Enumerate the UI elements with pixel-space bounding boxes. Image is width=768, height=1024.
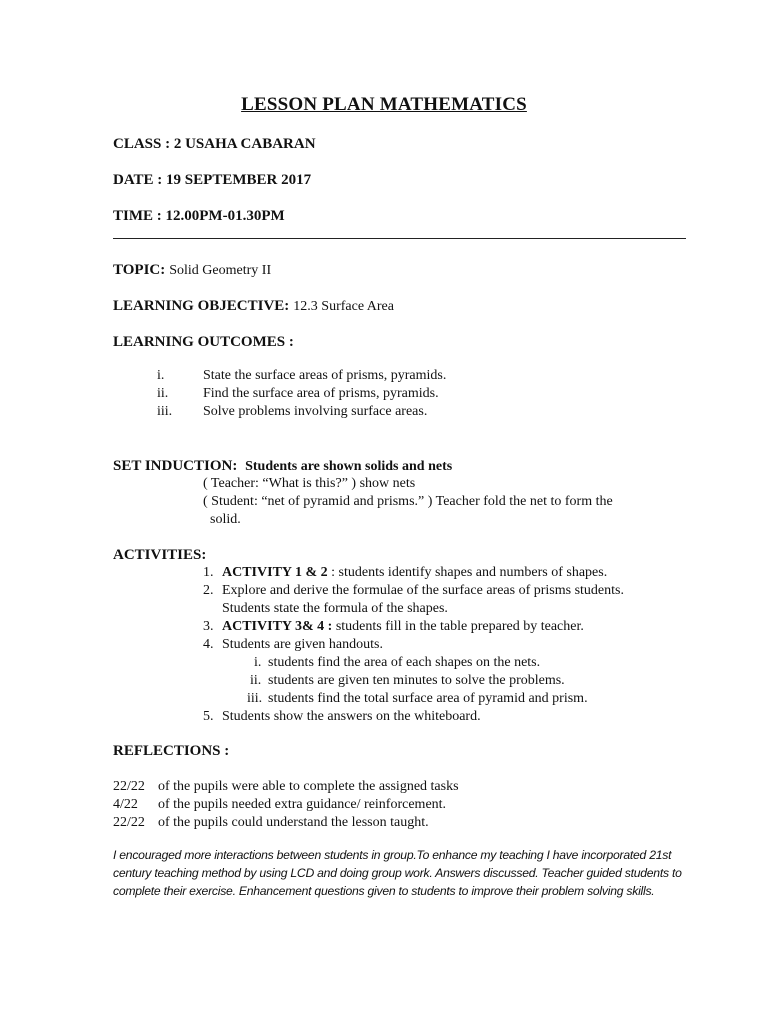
note-line: I encouraged more interactions between students in group.To enhance my teaching I have incorporated 21st	[113, 848, 672, 862]
activity-subitem: students find the total surface area of pyramid and prism.	[268, 691, 588, 706]
activity-marker: 2.	[203, 583, 214, 598]
activities-heading	[113, 547, 206, 564]
reflection-fraction: 22/22	[113, 779, 145, 794]
reflections-label: REFLECTIONS :	[113, 743, 230, 759]
outcome-item: Solve problems involving surface areas.	[203, 404, 428, 419]
activity-marker: 4.	[203, 637, 214, 652]
activity-item: Students are given handouts.	[222, 637, 383, 652]
induction-line: ( Student: “net of pyramid and prisms.” ) Teacher fold the net to form the	[203, 494, 613, 509]
activity-text: students fill in the table prepared by teacher.	[332, 619, 584, 634]
activity-item	[222, 619, 584, 635]
outcome-marker: i.	[157, 368, 165, 383]
activity-item: Students state the formula of the shapes.	[222, 601, 448, 616]
class-field: CLASS : 2 USAHA CABARAN	[113, 136, 316, 152]
horizontal-divider	[113, 238, 686, 239]
time-field: TIME : 12.00PM-01.30PM	[113, 208, 285, 224]
activity-text: : students identify shapes and numbers of shapes.	[327, 565, 608, 580]
outcome-item: Find the surface area of prisms, pyramids.	[203, 386, 439, 401]
outcome-marker: iii.	[157, 404, 173, 419]
subitem-marker: ii.	[250, 673, 262, 688]
outcomes-heading	[113, 334, 294, 351]
subitem-marker: i.	[254, 655, 262, 670]
objective-value: 12.3 Surface Area	[293, 299, 394, 314]
reflection-text: of the pupils were able to complete the assigned tasks	[158, 779, 459, 794]
outcomes-label: LEARNING OUTCOMES :	[113, 334, 294, 350]
date-field: DATE : 19 SEPTEMBER 2017	[113, 172, 312, 188]
subitem-marker: iii.	[247, 691, 263, 706]
set-induction-heading	[113, 458, 452, 475]
reflection-fraction: 22/22	[113, 815, 145, 830]
objective-label: LEARNING OBJECTIVE:	[113, 298, 290, 314]
reflection-text: of the pupils needed extra guidance/ reinforcement.	[158, 797, 447, 812]
outcome-item: State the surface areas of prisms, pyramids.	[203, 368, 447, 383]
activity-strong: ACTIVITY 3& 4 :	[222, 619, 333, 634]
induction-line: solid.	[210, 512, 241, 527]
outcome-marker: ii.	[157, 386, 169, 401]
activity-subitem: students are given ten minutes to solve the problems.	[268, 673, 565, 688]
reflection-text: of the pupils could understand the lesson taught.	[158, 815, 429, 830]
topic-value: Solid Geometry II	[169, 263, 272, 278]
page-title: LESSON PLAN MATHEMATICS	[241, 94, 527, 115]
note-line: century teaching method by using LCD and doing group work. Answers discussed. Teacher guided students to	[113, 866, 682, 880]
activity-item	[222, 565, 607, 581]
activity-subitem: students find the area of each shapes on the nets.	[268, 655, 541, 670]
topic-field	[113, 262, 271, 279]
reflection-fraction: 4/22	[113, 797, 138, 812]
activity-item: Students show the answers on the whiteboard.	[222, 709, 481, 724]
activity-marker: 5.	[203, 709, 214, 724]
activity-item: Explore and derive the formulae of the surface areas of prisms students.	[222, 583, 624, 598]
teacher-note	[113, 846, 688, 900]
reflections-heading	[113, 743, 229, 760]
induction-label: SET INDUCTION:	[113, 458, 238, 474]
activities-label: ACTIVITIES:	[113, 547, 207, 563]
topic-label: TOPIC:	[113, 262, 166, 278]
objective-field	[113, 298, 394, 315]
induction-lead: Students are shown solids and nets	[245, 459, 453, 474]
induction-line: ( Teacher: “What is this?” ) show nets	[203, 476, 416, 491]
activity-marker: 3.	[203, 619, 214, 634]
activity-strong: ACTIVITY 1 & 2	[222, 565, 328, 580]
activity-marker: 1.	[203, 565, 214, 580]
note-line: complete their exercise. Enhancement questions given to students to improve their problem solving skills.	[113, 884, 655, 898]
